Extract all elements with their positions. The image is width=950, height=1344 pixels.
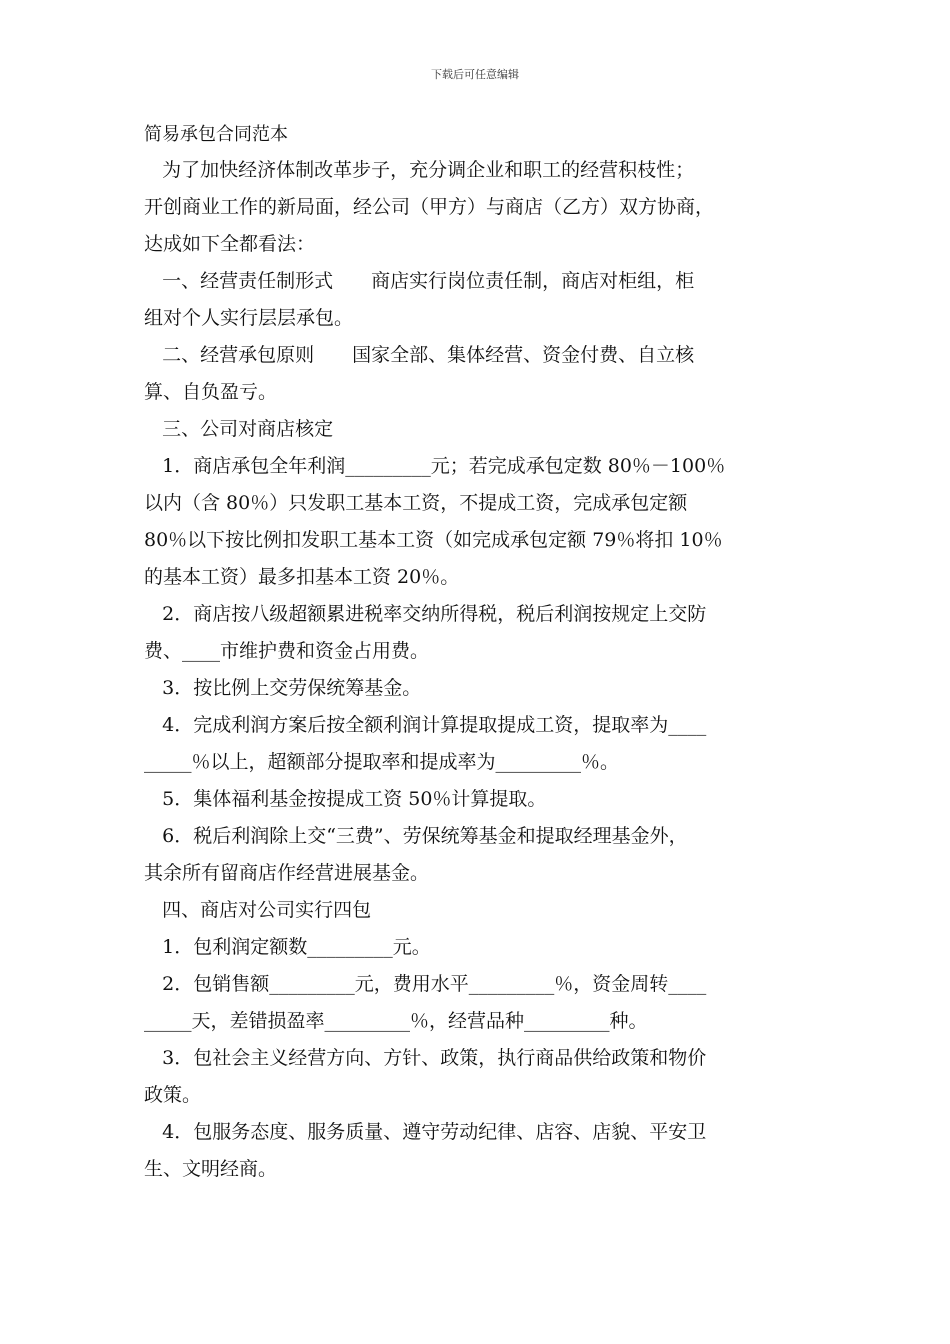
- paragraph-line: 以内（含 80％）只发职工基本工资，不提成工资，完成承包定额: [144, 492, 688, 514]
- paragraph-line: 算、自负盈亏。: [144, 381, 278, 403]
- paragraph-line: 3．包社会主义经营方向、方针、政策，执行商品供给政策和物价: [144, 1047, 707, 1069]
- paragraph-line: 1．包利润定额数_________元。: [144, 936, 431, 958]
- paragraph-line: 1．商店承包全年利润_________元；若完成承包定数 80％－100％: [144, 455, 726, 477]
- paragraph-line: 3．按比例上交劳保统筹基金。: [144, 677, 422, 699]
- paragraph-line: 费、____市维护费和资金占用费。: [144, 640, 430, 662]
- document-title: 简易承包合同范本: [144, 124, 288, 145]
- page-header: 下载后可任意编辑: [431, 68, 519, 81]
- paragraph-line: 的基本工资）最多扣基本工资 20％。: [144, 566, 460, 588]
- paragraph-line: 政策。: [144, 1084, 202, 1106]
- paragraph-line: 80％以下按比例扣发职工基本工资（如完成承包定额 79％将扣 10％: [144, 529, 723, 551]
- paragraph-line: 2．包销售额_________元，费用水平_________％，资金周转____: [144, 973, 707, 995]
- paragraph-line: 四、商店对公司实行四包: [144, 899, 372, 921]
- paragraph-line: 为了加快经济体制改革步子，充分调企业和职工的经营积枝性；: [144, 159, 695, 181]
- paragraph-line: 6．税后利润除上交“三费”、劳保统筹基金和提取经理基金外，: [144, 825, 688, 847]
- paragraph-line: 组对个人实行层层承包。: [144, 307, 354, 329]
- paragraph-line: 其余所有留商店作经营进展基金。: [144, 862, 430, 884]
- paragraph-line: 2．商店按八级超额累进税率交纳所得税，税后利润按规定上交防: [144, 603, 707, 625]
- paragraph-line: 二、经营承包原则 国家全部、集体经营、资金付费、自立核: [144, 344, 695, 366]
- paragraph-line: 5．集体福利基金按提成工资 50％计算提取。: [144, 788, 547, 810]
- paragraph-line: 生、文明经商。: [144, 1158, 278, 1180]
- document-body: [144, 118, 810, 1188]
- paragraph-line: 达成如下全都看法：: [144, 233, 316, 255]
- paragraph-line: 4．完成利润方案后按全额利润计算提取提成工资，提取率为____: [144, 714, 707, 736]
- paragraph-line: _____天，差错损盈率_________％，经营品种_________种。: [144, 1010, 648, 1032]
- paragraph-line: 一、经营责任制形式 商店实行岗位责任制，商店对柜组，柜: [144, 270, 695, 292]
- paragraph-line: 开创商业工作的新局面，经公司（甲方）与商店（乙方）双方协商，: [144, 196, 715, 218]
- paragraph-line: 三、公司对商店核定: [144, 418, 334, 440]
- paragraph-line: 4．包服务态度、服务质量、遵守劳动纪律、店容、店貌、平安卫: [144, 1121, 707, 1143]
- paragraph-line: _____％以上，超额部分提取率和提成率为_________％。: [144, 751, 620, 773]
